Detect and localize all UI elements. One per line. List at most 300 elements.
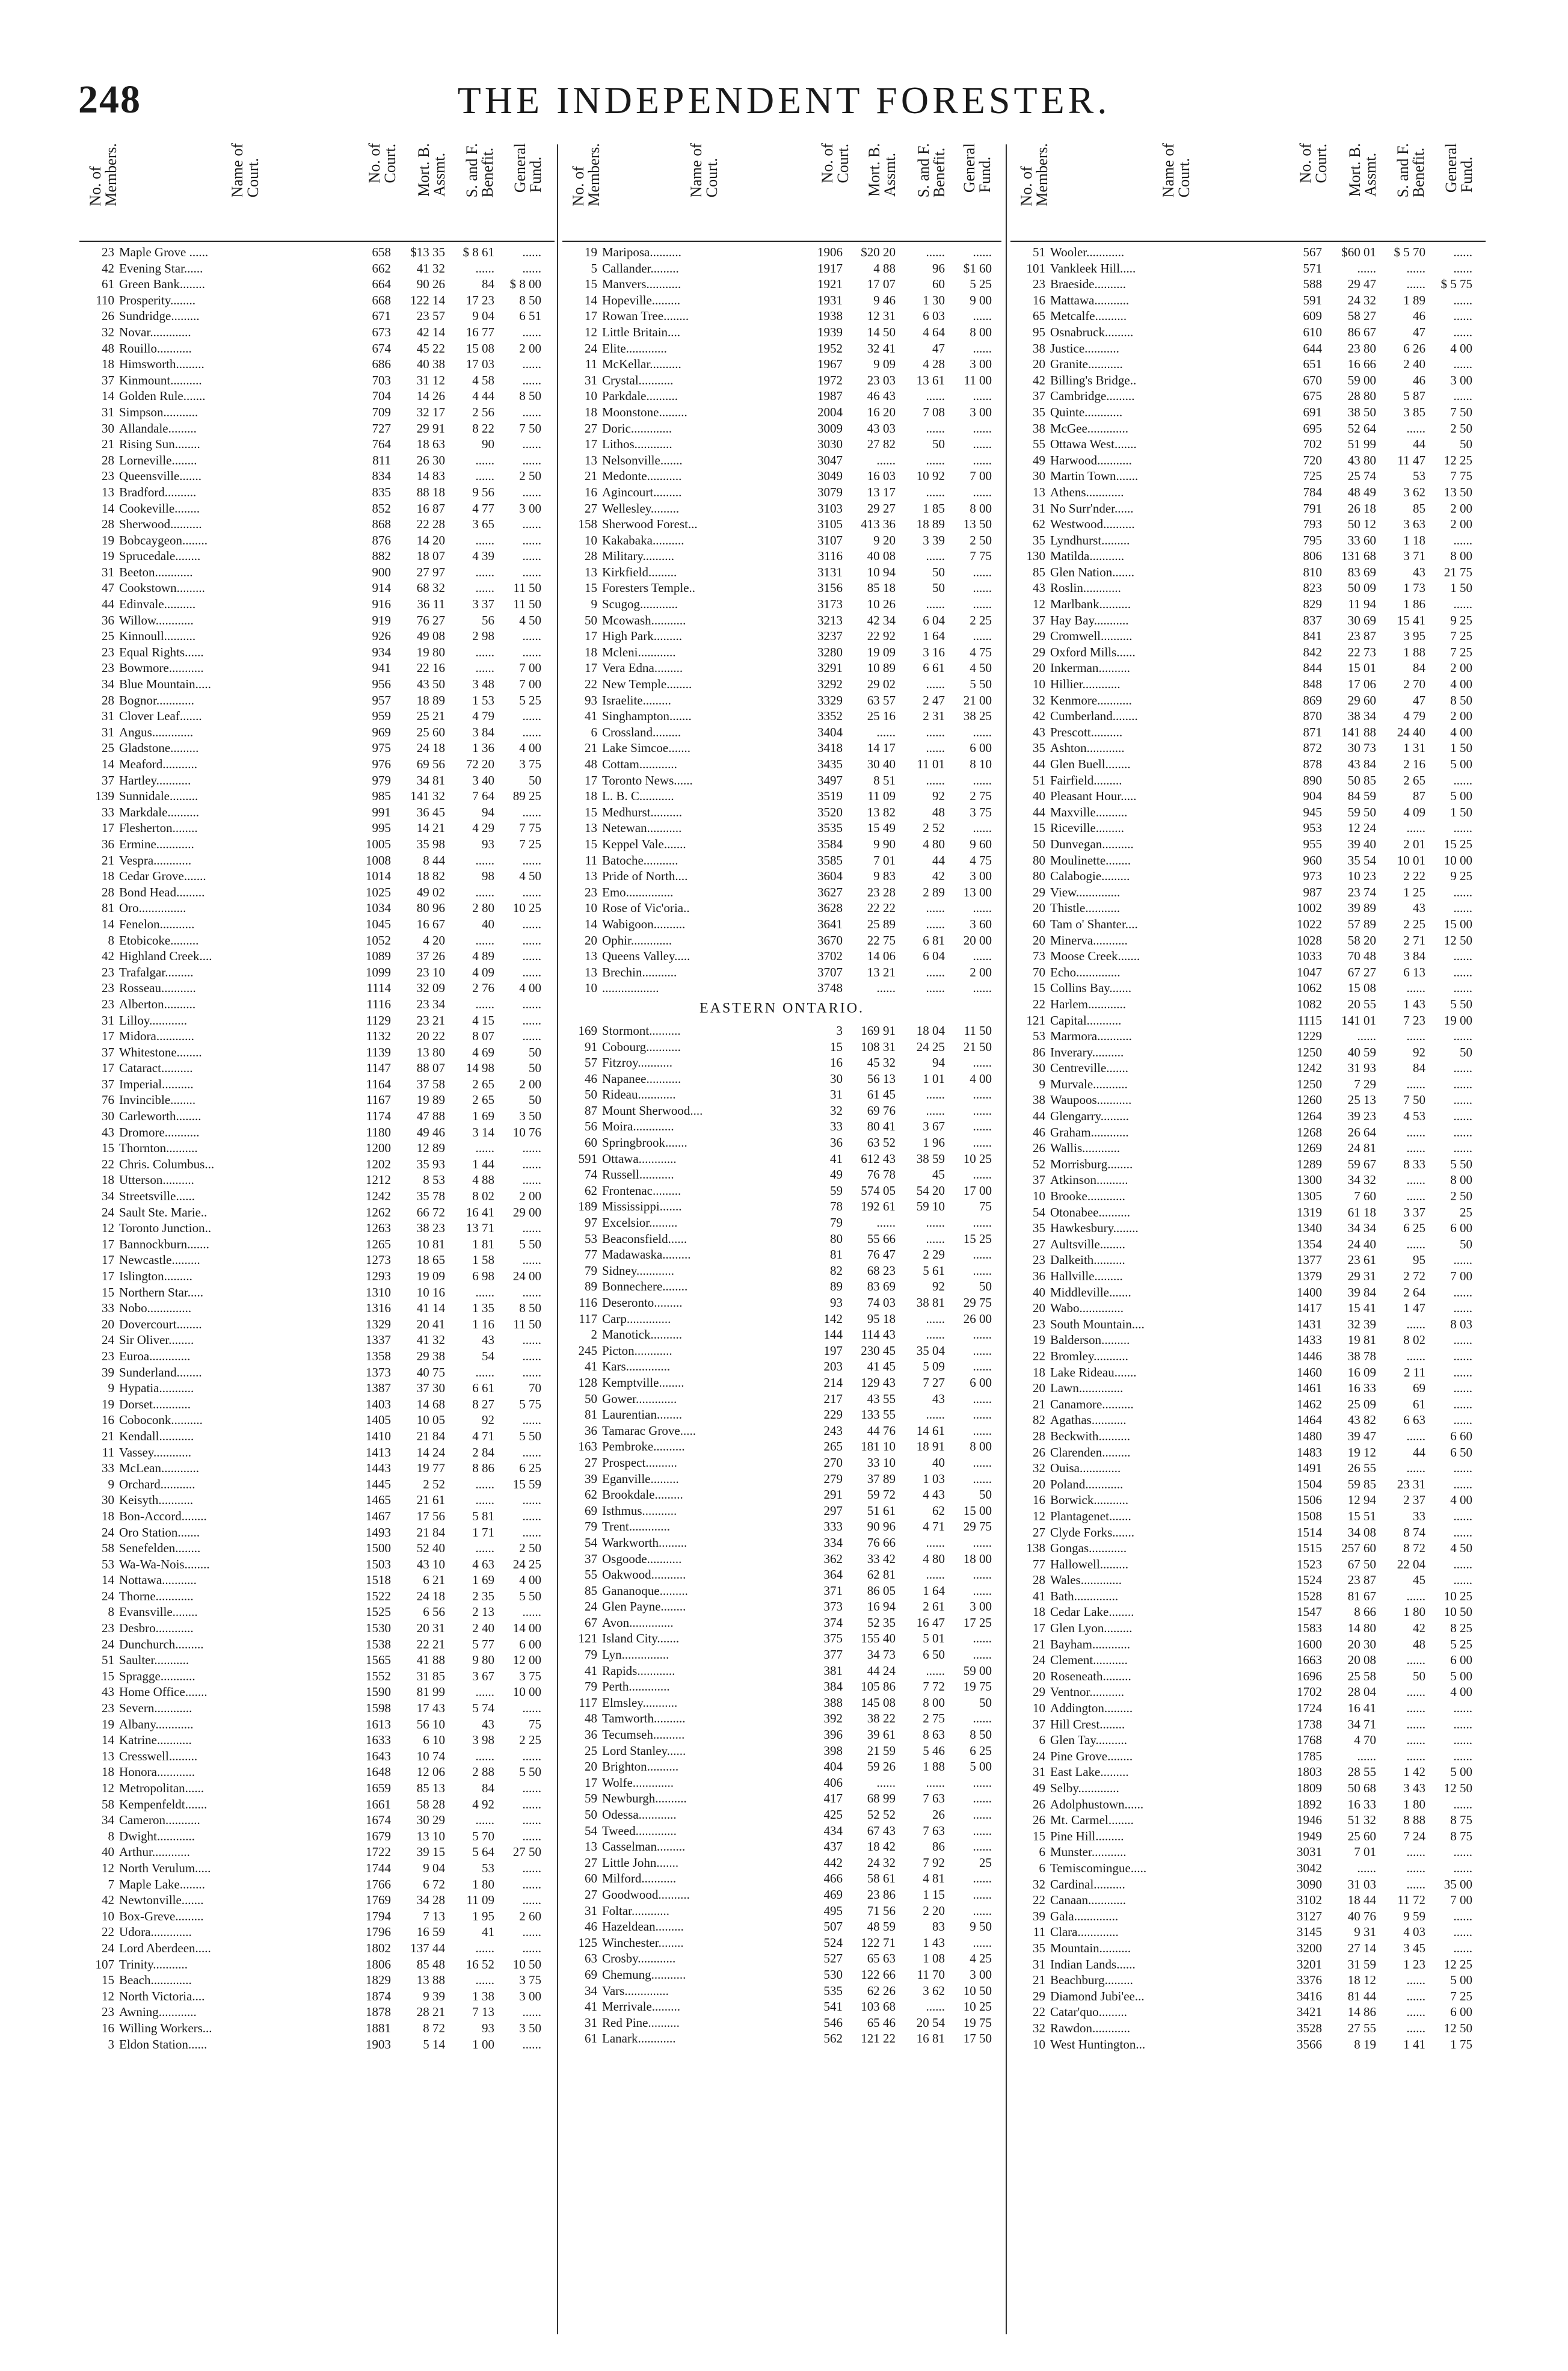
general-fund-cell: ...... [522,1781,541,1795]
table-row [79,1908,555,1925]
court-name-cell: Kinnoull.......... [119,629,196,644]
mortuary-cell: 86 67 [1347,324,1376,339]
general-fund-cell: ...... [522,484,541,499]
general-fund-cell: 3 50 [519,1109,541,1124]
court-number-cell: 49 [830,1167,843,1182]
members-cell: 85 [585,1583,597,1598]
general-fund-cell: 5 50 [519,1765,541,1780]
members-cell: 17 [102,1269,114,1283]
members-cell: 5 [591,261,597,276]
members-cell: 17 [585,1775,597,1790]
mortuary-cell: 24 40 [1347,1236,1376,1251]
mortuary-cell: 12 94 [1347,1493,1376,1508]
court-number-cell: 1518 [366,1573,391,1588]
table-row [562,1151,1001,1167]
general-fund-cell: 20 00 [963,933,992,948]
mortuary-cell: $20 20 [861,245,896,259]
general-fund-cell: ...... [522,724,541,739]
header-number: No. of Court. [366,143,399,183]
court-number-cell: 333 [823,1519,843,1534]
mortuary-cell: 22 73 [1347,644,1376,659]
table-row [1010,1124,1486,1141]
table-row [1010,836,1486,853]
members-cell: 28 [1033,1573,1045,1588]
court-number-cell: 1460 [1297,1364,1322,1380]
table-row [79,1204,555,1221]
table-row [1010,1844,1486,1860]
sick-funeral-cell: ...... [1406,1716,1425,1731]
members-cell: 28 [1033,1428,1045,1443]
table-row [562,372,1001,389]
sick-funeral-cell: 2 70 [1403,677,1425,692]
mortuary-cell: 16 66 [1347,357,1376,372]
court-number-cell: 1263 [366,1221,391,1236]
table-row [79,1572,555,1588]
mortuary-cell: 90 26 [416,277,445,292]
members-cell: 18 [1033,1605,1045,1620]
sick-funeral-cell: 1 47 [1403,1301,1425,1316]
sick-funeral-cell: 16 81 [916,2031,945,2046]
mortuary-cell: 20 31 [416,1621,445,1636]
sick-funeral-cell: 2 76 [472,981,494,996]
sick-funeral-cell: 1 96 [923,1135,945,1150]
mortuary-cell: 16 20 [867,404,896,419]
sick-funeral-cell: 2 65 [472,1076,494,1091]
general-fund-cell: ...... [973,1327,992,1342]
court-name-cell: Dromore........... [119,1124,200,1139]
mortuary-cell: 121 22 [861,2031,896,2046]
general-fund-cell: 3 00 [519,501,541,516]
table-row [1010,1572,1486,1588]
members-cell: 22 [102,1925,114,1940]
court-number-cell: 1809 [1297,1781,1322,1795]
general-fund-cell: 10 00 [512,1685,541,1700]
court-name-cell: Eldon Station...... [119,2036,208,2052]
court-name-cell: Gower............. [602,1391,677,1406]
mortuary-cell: 70 48 [1347,949,1376,964]
sick-funeral-cell: ...... [475,581,494,596]
general-fund-cell: 11 00 [964,372,992,387]
table-row [562,341,1001,357]
mortuary-cell: 39 23 [1347,1109,1376,1124]
court-number-cell: 1002 [1297,901,1322,916]
members-cell: 158 [578,517,597,532]
general-fund-cell: ...... [522,1221,541,1236]
court-name-cell: Albany............ [119,1716,194,1731]
mortuary-cell: 36 11 [417,597,445,612]
mortuary-cell: 19 09 [416,1269,445,1283]
court-name-cell: Kinmount.......... [119,372,202,387]
general-fund-cell: ...... [522,933,541,948]
members-cell: 20 [1033,357,1045,372]
members-cell: 27 [585,1455,597,1470]
table-row [562,1391,1001,1407]
court-number-cell: 1212 [366,1173,391,1188]
table-row [79,1236,555,1253]
court-number-cell: 1242 [366,1189,391,1204]
table-row [562,1407,1001,1423]
mortuary-cell: 33 10 [867,1455,896,1470]
court-name-cell: Plantagenet....... [1050,1508,1131,1523]
general-fund-cell: ...... [973,309,992,324]
general-fund-cell: 25 [979,1855,992,1870]
table-row [1010,2036,1486,2053]
sick-funeral-cell: ...... [1406,1173,1425,1188]
sick-funeral-cell: 1 81 [472,1236,494,1251]
general-fund-cell: 3 00 [1450,372,1472,387]
mortuary-cell: 18 89 [416,692,445,708]
court-name-cell: Little John....... [602,1855,679,1870]
members-cell: 33 [102,1461,114,1476]
sick-funeral-cell: 16 52 [466,1956,494,1972]
court-name-cell: Chemung........... [602,1967,686,1982]
mortuary-cell: 413 36 [861,517,896,532]
general-fund-cell: 3 00 [970,404,992,419]
members-cell: 30 [102,1109,114,1124]
general-fund-cell: 2 50 [1450,1189,1472,1204]
sick-funeral-cell: ...... [926,1999,945,2014]
court-number-cell: 941 [372,661,391,676]
mortuary-cell: 34 34 [1347,1221,1376,1236]
court-number-cell: 1522 [366,1588,391,1603]
court-name-cell: Cataract.......... [119,1061,193,1076]
general-fund-cell: $ 8 00 [509,277,541,292]
members-cell: 19 [102,1716,114,1731]
table-row [79,1556,555,1573]
general-fund-cell: ...... [522,1156,541,1171]
table-row [562,1647,1001,1663]
table-row [79,1892,555,1908]
court-name-cell: Evansville........ [119,1605,198,1620]
court-name-cell: Clement........... [1050,1653,1128,1668]
table-row [562,324,1001,341]
court-name-cell: Cambridge......... [1050,389,1135,404]
court-name-cell: Excelsior......... [602,1215,678,1230]
mortuary-cell: 23 80 [1347,341,1376,356]
general-fund-cell: 5 50 [970,677,992,692]
court-number-cell: 1939 [817,324,843,339]
court-number-cell: 546 [823,2015,843,2030]
sick-funeral-cell: $ 8 61 [463,245,494,259]
court-name-cell: Cameron........... [119,1813,200,1828]
court-number-cell: 1358 [366,1348,391,1363]
general-fund-cell: 21 00 [963,692,992,708]
general-fund-cell: 4 50 [519,869,541,884]
members-cell: 28 [102,692,114,708]
sick-funeral-cell: 11 09 [466,1893,494,1908]
general-fund-cell: 6 00 [970,741,992,756]
mortuary-cell: 49 02 [416,884,445,899]
table-row [1010,276,1486,292]
general-fund-cell: 29 00 [512,1204,541,1219]
court-number-cell: 1674 [366,1813,391,1828]
court-number-cell: 1443 [366,1461,391,1476]
general-fund-cell: ...... [973,821,992,836]
general-fund-cell: ...... [1453,1124,1472,1139]
members-cell: 32 [1033,692,1045,708]
sick-funeral-cell: 6 04 [923,612,945,627]
general-fund-cell: $ 5 75 [1440,277,1472,292]
court-name-cell: Simpson........... [119,404,198,419]
members-cell: 23 [102,1348,114,1363]
mortuary-cell: 9 90 [873,836,896,851]
court-name-cell: Crystal........... [602,372,674,387]
court-number-cell: 1480 [1297,1428,1322,1443]
sick-funeral-cell: 1 42 [1403,1765,1425,1780]
general-fund-cell: $1 60 [963,261,992,276]
general-fund-cell: 29 75 [963,1295,992,1310]
table-row [562,532,1001,549]
general-fund-cell: 5 00 [1450,1765,1472,1780]
court-number-cell: 1264 [1297,1109,1322,1124]
court-name-cell: Nelsonville....... [602,452,683,467]
court-name-cell: Whitestone........ [119,1044,202,1059]
mortuary-cell: 574 05 [861,1183,896,1198]
sick-funeral-cell: 50 [932,564,945,579]
general-fund-cell: ...... [973,1903,992,1918]
general-fund-cell: ...... [522,549,541,564]
mortuary-cell: 13 10 [416,1828,445,1843]
court-number-cell: 1354 [1297,1236,1322,1251]
court-number-cell: 562 [823,2031,843,2046]
court-name-cell: Lord Stanley...... [602,1743,686,1758]
sick-funeral-cell: 6 26 [1403,341,1425,356]
court-name-cell: Edinvale.......... [119,597,196,612]
mortuary-cell: $13 35 [410,245,445,259]
general-fund-cell: 5 00 [1450,1668,1472,1683]
general-fund-cell: ...... [1453,389,1472,404]
sick-funeral-cell: 3 45 [1403,1940,1425,1955]
court-number-cell: 1025 [366,884,391,899]
court-name-cell: Waupoos........... [1050,1093,1132,1108]
sick-funeral-cell: 8 27 [472,1396,494,1411]
table-row [562,1327,1001,1343]
court-name-cell: Addington......... [1050,1701,1133,1716]
table-row [79,964,555,981]
table-row [1010,804,1486,821]
court-number-cell: 3116 [817,549,843,564]
sick-funeral-cell: 2 16 [1403,757,1425,771]
court-name-cell: Alberton.......... [119,996,196,1011]
general-fund-cell: 4 00 [1450,1493,1472,1508]
sick-funeral-cell: 2 37 [1403,1493,1425,1508]
table-row [562,388,1001,404]
sick-funeral-cell: 1 01 [923,1071,945,1086]
members-cell: 17 [585,629,597,644]
members-cell: 62 [585,1183,597,1198]
court-name-cell: Wolfe............. [602,1775,674,1790]
table-row [1010,868,1486,884]
court-name-cell: Carp.............. [602,1311,671,1326]
table-row [562,1311,1001,1327]
mortuary-cell: 85 18 [867,581,896,596]
mortuary-cell: 4 88 [873,261,896,276]
court-name-cell: Temiscomingue..... [1050,1860,1147,1875]
court-number-cell: 3079 [817,484,843,499]
members-cell: 31 [102,724,114,739]
sick-funeral-cell: 6 61 [923,661,945,676]
general-fund-cell: 8 00 [1450,549,1472,564]
mortuary-cell: 32 09 [416,981,445,996]
sick-funeral-cell: 17 23 [466,292,494,307]
members-cell: 22 [1033,1893,1045,1908]
general-fund-cell: 13 50 [963,517,992,532]
general-fund-cell: ...... [522,1893,541,1908]
court-rows [79,242,555,2052]
general-fund-cell: 35 00 [1443,1876,1472,1892]
members-cell: 101 [1026,261,1045,276]
sick-funeral-cell: 44 [1413,437,1425,452]
members-cell: 67 [585,1615,597,1630]
sick-funeral-cell: 4 89 [472,949,494,964]
table-row [79,772,555,789]
court-number-cell: 969 [372,724,391,739]
court-name-cell: Maple Lake........ [119,1876,205,1892]
mortuary-cell: 141 88 [1341,724,1376,739]
general-fund-cell: ...... [522,804,541,819]
general-fund-cell: 15 00 [963,1503,992,1518]
sick-funeral-cell: 46 [1413,309,1425,324]
sick-funeral-cell: 16 41 [466,1204,494,1219]
members-cell: 121 [578,1631,597,1646]
court-number-cell: 535 [823,1983,843,1998]
mortuary-cell: 44 24 [867,1663,896,1678]
table-row [562,660,1001,676]
court-name-cell: Otonabee.......... [1050,1204,1130,1219]
table-row [79,868,555,884]
table-row [79,1828,555,1845]
sick-funeral-cell: 1 43 [923,1935,945,1950]
members-cell: 36 [1033,1269,1045,1283]
sick-funeral-cell: 4 39 [472,549,494,564]
court-number-cell: 1445 [366,1476,391,1491]
members-cell: 48 [585,1711,597,1726]
general-fund-cell: 1 50 [1450,581,1472,596]
sick-funeral-cell: 4 64 [923,324,945,339]
court-name-cell: Emo............... [602,884,674,899]
members-cell: 20 [1033,661,1045,676]
members-cell: 27 [1033,1236,1045,1251]
sick-funeral-cell: 5 70 [472,1828,494,1843]
court-number-cell: 1265 [366,1236,391,1251]
mortuary-cell: 40 59 [1347,1044,1376,1059]
general-fund-cell: 5 50 [1450,996,1472,1011]
general-fund-cell: ...... [522,1333,541,1348]
mortuary-cell: 7 01 [873,853,896,868]
general-fund-cell: ...... [973,1535,992,1550]
general-fund-cell: ...... [1453,1556,1472,1571]
court-name-cell: Markdale.......... [119,804,199,819]
general-fund-cell: ...... [973,724,992,739]
table-row [562,1263,1001,1279]
general-fund-cell: ...... [1453,1845,1472,1860]
sick-funeral-cell: ...... [1406,1748,1425,1763]
general-fund-cell: ...... [522,357,541,372]
table-row [1010,948,1486,964]
general-fund-cell: 10 25 [512,901,541,916]
table-row [1010,468,1486,484]
table-row [562,1295,1001,1311]
general-fund-cell: ...... [522,452,541,467]
table-row [562,933,1001,949]
general-fund-cell: ...... [1453,884,1472,899]
general-fund-cell: ...... [522,1284,541,1300]
table-row [1010,1076,1486,1093]
table-row [79,756,555,772]
sick-funeral-cell: 8 07 [472,1029,494,1044]
general-fund-cell: ...... [522,1605,541,1620]
table-row [562,404,1001,421]
court-number-cell: 3329 [817,692,843,708]
members-cell: 34 [585,1983,597,1998]
court-number-cell: 644 [1303,341,1322,356]
members-cell: 9 [108,1381,114,1396]
members-cell: 36 [102,612,114,627]
members-cell: 10 [585,901,597,916]
members-cell: 62 [1033,517,1045,532]
sick-funeral-cell: ...... [1406,261,1425,276]
court-number-cell: 1047 [1297,964,1322,979]
members-cell: 25 [102,629,114,644]
general-fund-cell: ...... [522,1508,541,1523]
table-row [562,1358,1001,1375]
table-row [1010,1668,1486,1685]
general-fund-cell: 19 75 [963,2015,992,2030]
court-name-cell: Cardinal.......... [1050,1876,1125,1892]
table-row [79,324,555,341]
mortuary-cell: 28 21 [416,2005,445,2020]
members-cell: 6 [1039,1845,1045,1860]
court-name-cell: Madawaska......... [602,1247,691,1262]
court-number-cell: 1417 [1297,1301,1322,1316]
court-name-cell: Isthmus........... [602,1503,677,1518]
court-name-cell: Brooke............ [1050,1189,1125,1204]
table-row [79,532,555,549]
members-cell: 14 [102,1573,114,1588]
sick-funeral-cell: 6 03 [923,309,945,324]
court-name-cell: Saulter........... [119,1653,189,1668]
table-row [79,1316,555,1333]
sick-funeral-cell: ...... [1406,1653,1425,1668]
mortuary-cell: 44 76 [867,1423,896,1438]
court-name-cell: Keppel Vale....... [602,836,686,851]
sick-funeral-cell: 2 56 [472,404,494,419]
column-headers [562,138,1001,242]
members-cell: 15 [102,1668,114,1683]
table-row [79,916,555,933]
table-row [79,516,555,532]
members-cell: 110 [96,292,114,307]
mortuary-cell: 122 66 [861,1967,896,1982]
members-cell: 9 [108,1476,114,1491]
members-cell: 30 [1033,1061,1045,1076]
court-number-cell: 3404 [817,724,843,739]
table-row [562,612,1001,629]
table-row [562,1599,1001,1615]
general-fund-cell: 3 75 [519,1973,541,1988]
court-name-cell: Marlbank.......... [1050,597,1131,612]
court-number-cell: 41 [830,1151,843,1166]
table-row [1010,1956,1486,1973]
table-row [562,1695,1001,1711]
court-name-cell: Cobourg........... [602,1039,681,1054]
court-name-cell: Atkinson.......... [1050,1173,1128,1188]
sick-funeral-cell: 5 01 [923,1631,945,1646]
court-name-cell: Lord Aberdeen..... [119,1940,211,1955]
members-cell: 60 [1033,916,1045,931]
table-row [1010,2020,1486,2036]
general-fund-cell: ...... [973,1263,992,1278]
